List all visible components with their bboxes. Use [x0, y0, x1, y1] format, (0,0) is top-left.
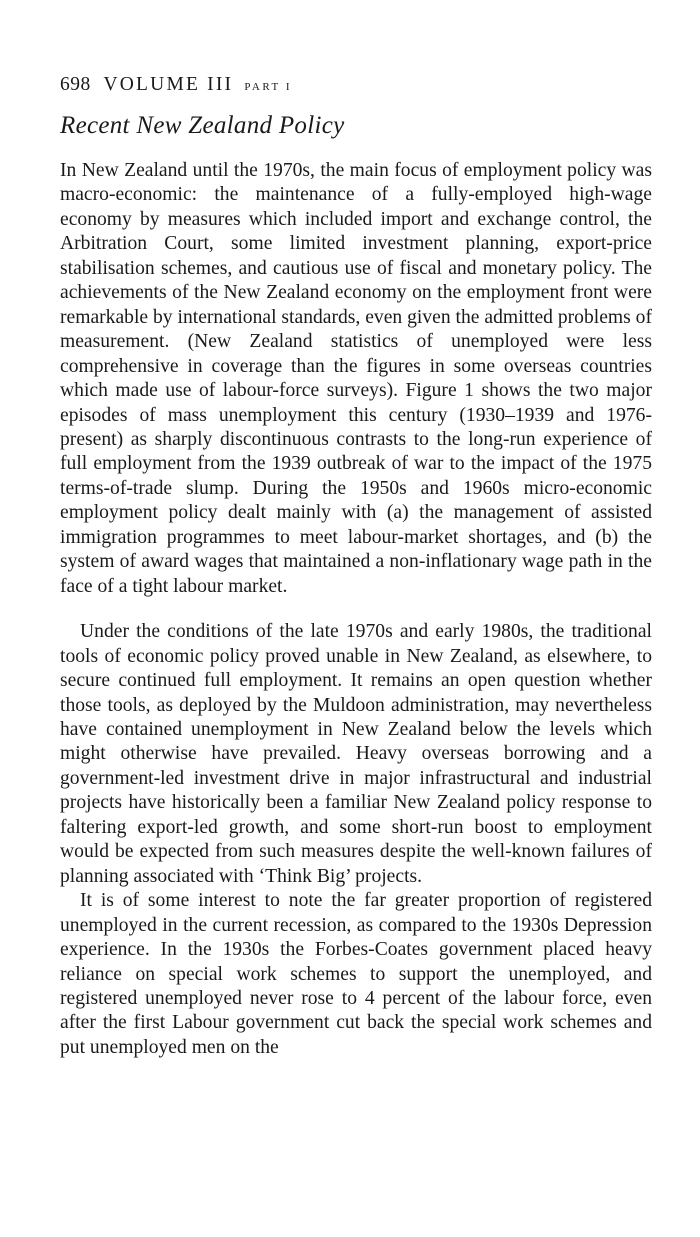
paragraph: Under the conditions of the late 1970s and early 1980s, the traditional tools of economic policy proved unable in New Zealand, as elsewhere, to secure continued full employment. It remains an open question whether those tools, as deployed by the Muldoon administration, may nevertheless have contained unemployment in New Zealand below the levels which might otherwise have prevailed. Heavy overseas borrowing and a government-led investment drive in major infrastructural and industrial projects have historically been a familiar New Zealand policy response to faltering export-led growth, and some short-run boost to employment would be expected from such measures despite the well-known failures of planning associated with ‘Think Big’ projects.: [60, 621, 652, 887]
paragraph: In New Zealand until the 1970s, the main focus of employment policy was macro-economic: the maintenance of a fully-employed high-wage economy by measures which included import and exchange control, the Arbitration Court, some limited investment planning, export-price stabilisation schemes, and cautious use of fiscal and monetary policy. The achievements of the New Zealand economy on the employment front were remarkable by international standards, even given the admitted problems of measurement. (New Zealand statistics of unemployed were less comprehensive in coverage than the figures in some overseas countries which made use of labour-force surveys). Figure 1 shows the two major episodes of mass unemployment this century (1930–1939 and 1976-present) as sharply discontinuous contrasts to the long-run experience of full employment from the 1939 outbreak of war to the impact of the 1975 terms-of-trade slump. During the 1950s and 1960s micro-economic employment policy dealt mainly with (a) the management of assisted immigration programmes to meet labour-market shortages, and (b) the system of award wages that maintained a non-inflationary wage path in the face of a tight labour market.: [60, 160, 652, 597]
body-text: [60, 159, 652, 1060]
volume-label: VOLUME III: [103, 74, 234, 95]
section-title: Recent New Zealand Policy: [60, 112, 345, 139]
part-label: PART I: [244, 81, 292, 93]
paragraph: It is of some interest to note the far greater proportion of registered unemployed in the current recession, as compared to the 1930s Depression experience. In the 1930s the Forbes-Coates government placed heavy reliance on special work schemes to support the unemployed, and registered unemployed never rose to 4 percent of the labour force, even after the first Labour government cut back the special work schemes and put unemployed men on the: [60, 890, 652, 1058]
running-head: [60, 74, 292, 96]
page-number: 698: [60, 74, 91, 95]
